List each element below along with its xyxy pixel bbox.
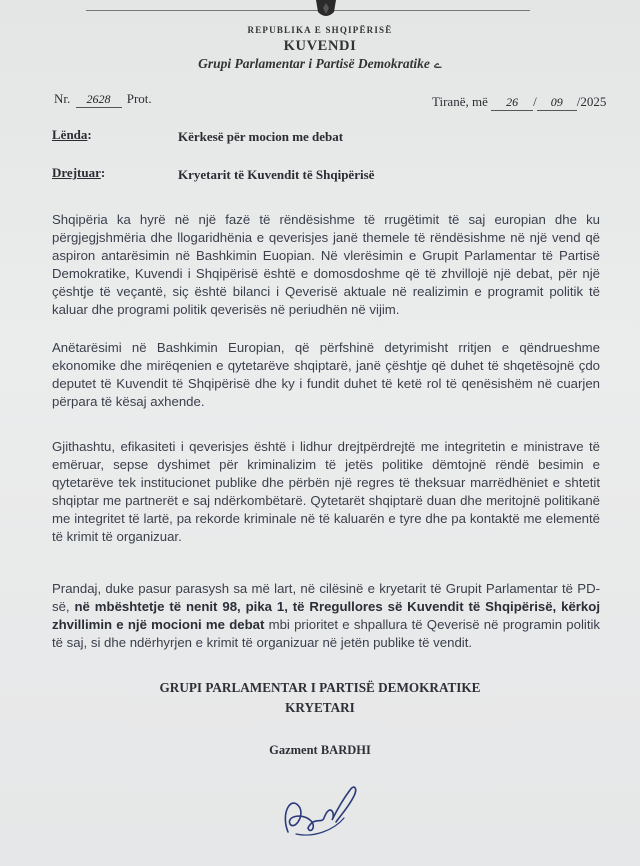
body-paragraph-4: [52, 580, 600, 652]
p4-bold: në mbështetje të nenit 98, pika 1, të Rregullores së Kuvendit të Shqipërisë, kërkoj zhvillimin e një mocioni me debat: [52, 599, 600, 633]
date-month: 09: [537, 95, 577, 111]
addressee-value: Kryetarit të Kuvendit të Shqipërisë: [178, 167, 375, 182]
body-paragraph-1: Shqipëria ka hyrë në një fazë të rëndësishme të rrugëtimit të saj europian dhe ku përgjegjshmëria dhe llogaridhënia e qeverisjes janë themele të rëndësishme në një vend që aspiron antarësimin në Bashkimin Euopian. Në vlerësimin e Grupit Parlamentar të Partisë Demokratike, Kuvendi i Shqipërisë është e domosdoshme që të zhvillojë një debat, për një çështje të veçantë, siç është bilanci i Qeverisë aktuale në realizimin e programit politik të kaluar dhe programi politik qeverisës në periudhën në vijim.: [52, 212, 600, 318]
addressee-label-text: Drejtuar: [52, 165, 101, 180]
prot-label: Prot.: [126, 91, 152, 106]
subject-label-text: Lënda: [52, 127, 88, 142]
republic-heading: REPUBLIKA E SHQIPËRISË: [247, 25, 393, 35]
institution-heading: KUVENDI: [283, 38, 357, 54]
eagle-emblem-icon: [313, 0, 339, 20]
header-rule: [86, 10, 530, 11]
group-heading-text: Grupi Parlamentar i Partisë Demokratike: [198, 56, 430, 71]
signature-title: KRYETARI: [285, 700, 355, 715]
signature-name: Gazment BARDHI: [269, 743, 371, 757]
subject-value: Kërkesë për mocion me debat: [178, 129, 344, 144]
subject-label: Lënda:: [52, 127, 92, 142]
p4-start: Prandaj, duke pasur parasysh sa më lart, në cilësinë e kryetarit të Grupit Parlamentar të PD-së,: [52, 581, 600, 615]
document-date: Tiranë, më 26 / 09 /2025: [432, 94, 607, 109]
nr-label: Nr.: [54, 91, 71, 106]
date-year: /2025: [576, 94, 607, 109]
p4-end: mbi prioritet e shpallura të Qeverisë në programin politik të saj, si dhe ndërhyrjen e krimit të organizuar në jetën publike të vendit.: [52, 617, 601, 651]
body-paragraph-2: Anëtarësimi në Bashkimin Europian, që përfshinë detyrimisht rritjen e qëndrueshme ekonomike dhe mirëqenien e qytetarëve shqiptarë, janë çështje që duhet të shqetësojnë çdo deputet të Kuvendit të Shqipërisë dhe ky i fundit duhet të ketë rol të qenësishëm në cuarjen përpara të kësaj axhende.: [52, 340, 600, 410]
handwritten-signature: [274, 772, 370, 848]
addressee-label: Drejtuar:: [52, 165, 106, 180]
nr-value: 2628: [76, 92, 122, 108]
body-paragraph-3: Gjithashtu, efikasiteti i qeverisjes është i lidhur drejtpërdrejtë me integritetin e ministrave të emëruar, sepse dyshimet për kriminalizim të jetës politike dëmtojnë rëndë besimin e qytetarëve tek institucionet publike dhe përbën një regres të theksuar marrëdhëniet e shtetit shqiptar me partnerët e saj ndërkombëtarë. Qytetarët shqiptarë duan dhe meritojnë politikanë me integritet të lartë, pa rekorde kriminale në të kaluarën e tyre dhe pa kontaktë me elementë të krimit të organizuar.: [52, 439, 600, 545]
group-mark: ے: [433, 56, 442, 71]
signature-group: GRUPI PARLAMENTAR I PARTISË DEMOKRATIKE: [159, 680, 481, 695]
date-day: 26: [491, 95, 533, 111]
protocol-number: [54, 91, 152, 108]
place-label: Tiranë, më: [432, 94, 488, 109]
group-heading: [0, 56, 640, 72]
